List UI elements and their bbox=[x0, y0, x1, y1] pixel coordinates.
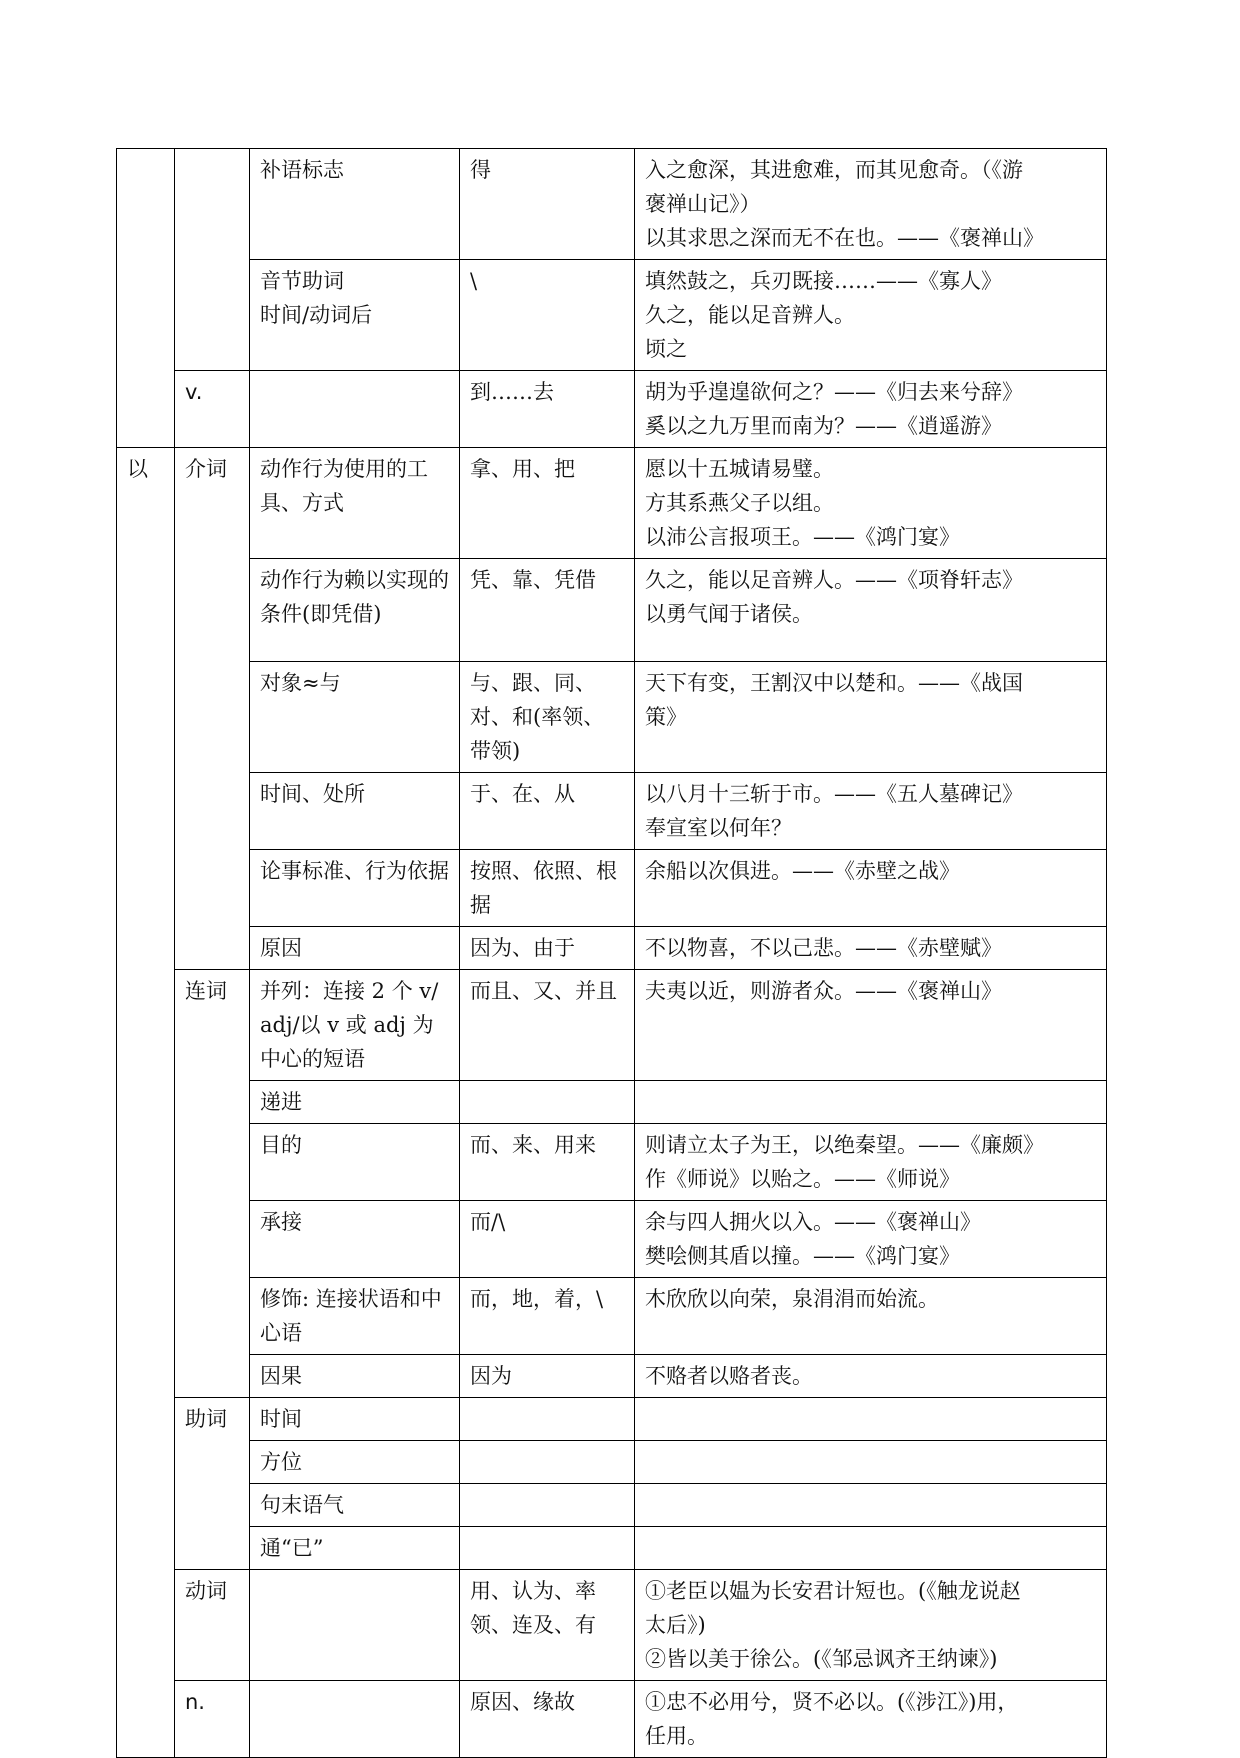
pos-cell: 助词 bbox=[175, 1398, 250, 1570]
function-cell: 补语标志 bbox=[250, 149, 460, 260]
table-row bbox=[117, 773, 1107, 850]
example-cell: 天下有变，王割汉中以楚和。——《战国 策》 bbox=[635, 662, 1107, 773]
example-cell: 胡为乎遑遑欲何之？——《归去来兮辞》 奚以之九万里而南为？——《逍遥游》 bbox=[635, 371, 1107, 448]
meaning-cell bbox=[460, 1081, 635, 1124]
function-cell: 目的 bbox=[250, 1124, 460, 1201]
meaning-cell bbox=[460, 1527, 635, 1570]
pos-cell: 连词 bbox=[175, 970, 250, 1398]
example-cell bbox=[635, 1441, 1107, 1484]
example-cell: 余与四人拥火以入。——《褒禅山》 樊哙侧其盾以撞。——《鸿门宴》 bbox=[635, 1201, 1107, 1278]
example-cell: 久之，能以足音辨人。——《项脊轩志》 以勇气闻于诸侯。 bbox=[635, 559, 1107, 662]
example-cell bbox=[635, 1527, 1107, 1570]
pos-cell: v. bbox=[175, 371, 250, 448]
example-cell: 则请立太子为王，以绝秦望。——《廉颇》 作《师说》以贻之。——《师说》 bbox=[635, 1124, 1107, 1201]
char-cell bbox=[117, 149, 175, 448]
table-row bbox=[117, 448, 1107, 559]
pos-cell: 动词 bbox=[175, 1570, 250, 1681]
function-cell bbox=[250, 371, 460, 448]
example-cell: ①忠不必用兮，贤不必以。(《涉江》)用， 任用。 bbox=[635, 1681, 1107, 1758]
function-cell: 修饰: 连接状语和中心语 bbox=[250, 1278, 460, 1355]
table-row bbox=[117, 371, 1107, 448]
example-cell: ①老臣以媪为长安君计短也。(《触龙说赵 太后》) ②皆以美于徐公。(《邹忌讽齐王纳谏》) bbox=[635, 1570, 1107, 1681]
example-cell: 入之愈深，其进愈难，而其见愈奇。（《游 褒禅山记》） 以其求思之深而无不在也。——《褒禅山》 bbox=[635, 149, 1107, 260]
function-cell: 因果 bbox=[250, 1355, 460, 1398]
table-row bbox=[117, 1355, 1107, 1398]
meaning-cell bbox=[460, 1484, 635, 1527]
grammar-table bbox=[116, 148, 1107, 1758]
table-row bbox=[117, 1081, 1107, 1124]
function-cell bbox=[250, 1570, 460, 1681]
table-row bbox=[117, 1681, 1107, 1758]
function-cell: 承接 bbox=[250, 1201, 460, 1278]
function-cell: 时间 bbox=[250, 1398, 460, 1441]
function-cell: 音节助词 时间/动词后 bbox=[250, 260, 460, 371]
meaning-cell: 于、在、从 bbox=[460, 773, 635, 850]
table-row bbox=[117, 1124, 1107, 1201]
example-cell bbox=[635, 1484, 1107, 1527]
example-cell: 不赂者以赂者丧。 bbox=[635, 1355, 1107, 1398]
meaning-cell: 用、认为、率领、连及、有 bbox=[460, 1570, 635, 1681]
function-cell: 动作行为使用的工具、方式 bbox=[250, 448, 460, 559]
example-cell: 不以物喜，不以己悲。——《赤壁赋》 bbox=[635, 927, 1107, 970]
example-cell: 余船以次俱进。——《赤壁之战》 bbox=[635, 850, 1107, 927]
example-cell: 愿以十五城请易璧。 方其系燕父子以组。 以沛公言报项王。——《鸿门宴》 bbox=[635, 448, 1107, 559]
table-row bbox=[117, 850, 1107, 927]
function-cell: 论事标准、行为依据 bbox=[250, 850, 460, 927]
table-row bbox=[117, 260, 1107, 371]
function-cell: 方位 bbox=[250, 1441, 460, 1484]
meaning-cell: \ bbox=[460, 260, 635, 371]
meaning-cell: 而/\ bbox=[460, 1201, 635, 1278]
function-cell bbox=[250, 1681, 460, 1758]
table-row bbox=[117, 1398, 1107, 1441]
meaning-cell: 拿、用、把 bbox=[460, 448, 635, 559]
table-row bbox=[117, 1570, 1107, 1681]
meaning-cell: 到……去 bbox=[460, 371, 635, 448]
pos-cell: n. bbox=[175, 1681, 250, 1758]
meaning-cell: 凭、靠、凭借 bbox=[460, 559, 635, 662]
meaning-cell: 而，地，着，\ bbox=[460, 1278, 635, 1355]
meaning-cell: 而、来、用来 bbox=[460, 1124, 635, 1201]
meaning-cell: 按照、依照、根据 bbox=[460, 850, 635, 927]
function-cell: 通“已” bbox=[250, 1527, 460, 1570]
function-cell: 并列：连接 2 个 v/adj/以 v 或 adj 为中心的短语 bbox=[250, 970, 460, 1081]
table-row bbox=[117, 559, 1107, 662]
table-row bbox=[117, 149, 1107, 260]
meaning-cell: 因为、由于 bbox=[460, 927, 635, 970]
function-cell: 递进 bbox=[250, 1081, 460, 1124]
example-cell: 填然鼓之，兵刃既接……——《寡人》 久之，能以足音辨人。 顷之 bbox=[635, 260, 1107, 371]
example-cell bbox=[635, 1398, 1107, 1441]
function-cell: 句末语气 bbox=[250, 1484, 460, 1527]
table-row bbox=[117, 662, 1107, 773]
meaning-cell: 因为 bbox=[460, 1355, 635, 1398]
example-cell bbox=[635, 1081, 1107, 1124]
table-row bbox=[117, 1441, 1107, 1484]
table-row bbox=[117, 1484, 1107, 1527]
function-cell: 时间、处所 bbox=[250, 773, 460, 850]
pos-cell bbox=[175, 149, 250, 371]
meaning-cell: 与、跟、同、对、和(率领、带领) bbox=[460, 662, 635, 773]
function-cell: 动作行为赖以实现的条件(即凭借) bbox=[250, 559, 460, 662]
function-cell: 对象≈与 bbox=[250, 662, 460, 773]
example-cell: 木欣欣以向荣，泉涓涓而始流。 bbox=[635, 1278, 1107, 1355]
char-cell: 以 bbox=[117, 448, 175, 1758]
meaning-cell: 而且、又、并且 bbox=[460, 970, 635, 1081]
table-row bbox=[117, 927, 1107, 970]
table-row bbox=[117, 1278, 1107, 1355]
meaning-cell bbox=[460, 1441, 635, 1484]
function-cell: 原因 bbox=[250, 927, 460, 970]
example-cell: 以八月十三斩于市。——《五人墓碑记》 奉宣室以何年？ bbox=[635, 773, 1107, 850]
pos-cell: 介词 bbox=[175, 448, 250, 970]
meaning-cell bbox=[460, 1398, 635, 1441]
table-row bbox=[117, 1527, 1107, 1570]
table-row bbox=[117, 1201, 1107, 1278]
table-row bbox=[117, 970, 1107, 1081]
example-cell: 夫夷以近，则游者众。——《褒禅山》 bbox=[635, 970, 1107, 1081]
meaning-cell: 得 bbox=[460, 149, 635, 260]
meaning-cell: 原因、缘故 bbox=[460, 1681, 635, 1758]
